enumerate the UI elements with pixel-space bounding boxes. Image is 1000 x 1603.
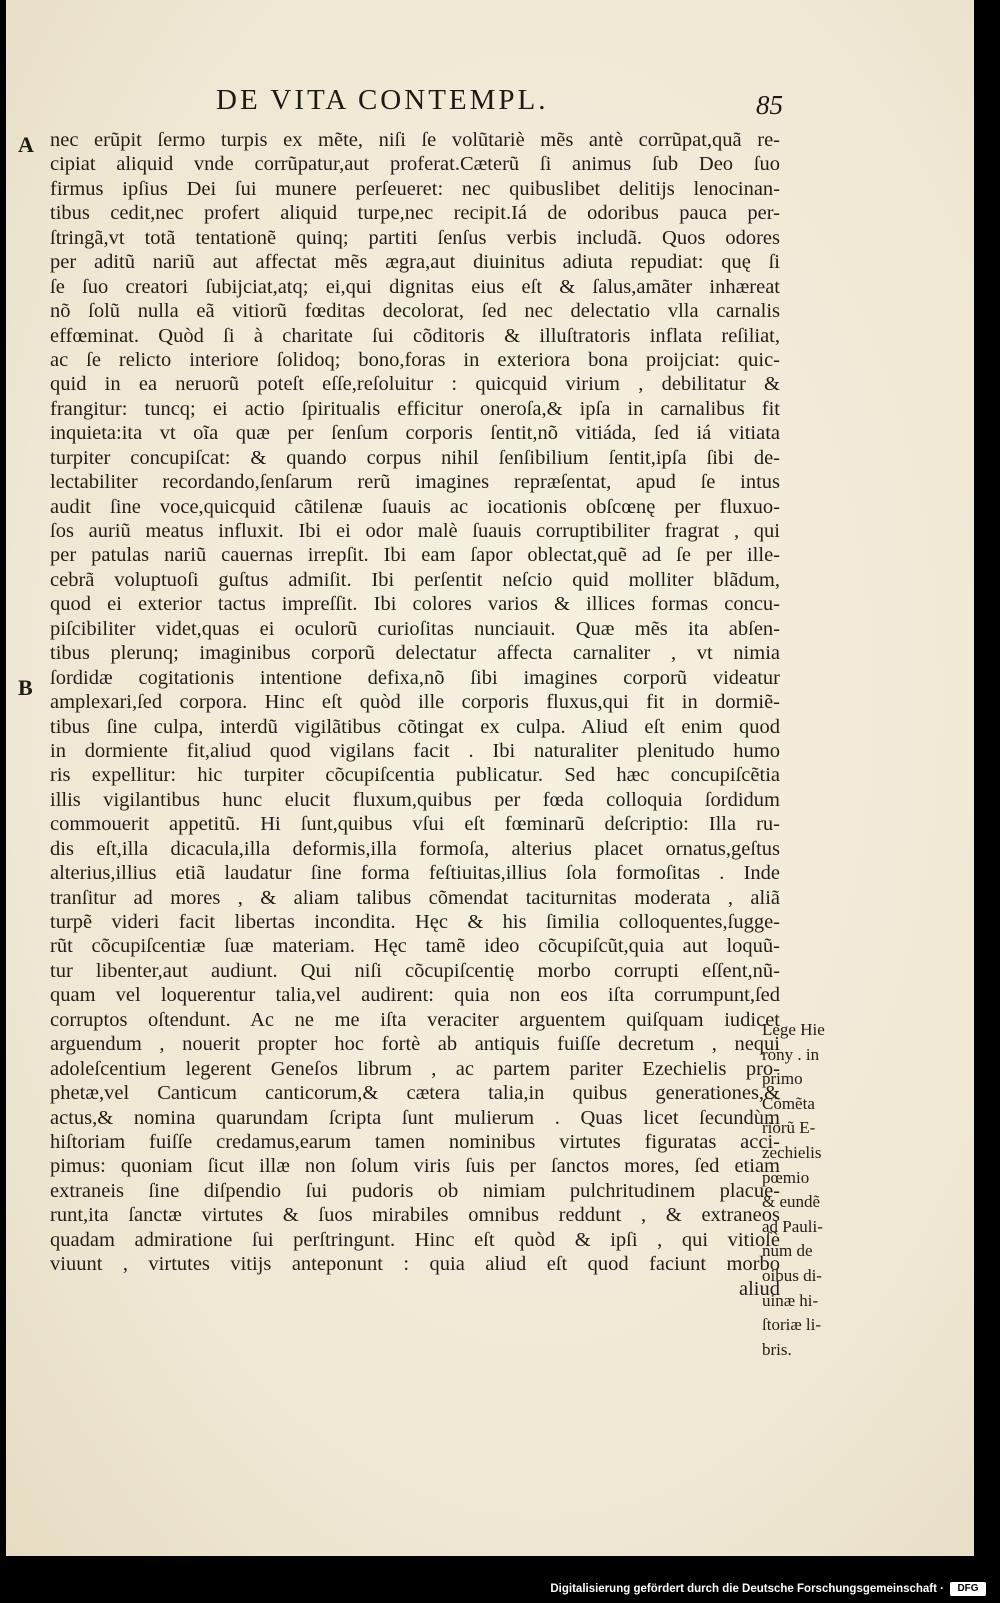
margin-note-line: ſtoriæ li- [762, 1315, 822, 1335]
text-line: ac ſe relicto interiore ſolidoq; bono,foras in exteriora bona proijciat: quic- [50, 348, 780, 371]
text-line: tur libenter,aut audiunt. Qui niſi cõcupiſcentię morbo corrupti eſſent,nũ- [50, 959, 780, 982]
margin-note-line: num de [762, 1241, 813, 1261]
text-line: ſe ſuo creatori ſubijciat,atq; ei,qui dignitas eius eſt & ſalus,amãter inhæreat [50, 275, 780, 298]
margin-note-line: pœmio [762, 1167, 810, 1187]
text-line: extraneis ſine diſpendio ſui pudoris ob nimiam pulchritudinem placue- [50, 1179, 780, 1202]
text-line: aliud [739, 1277, 780, 1300]
margin-note-line: bris. [762, 1339, 792, 1359]
text-line: turpẽ videri facit libertas incondita. Hęc & his ſimilia colloquentes,ſugge- [50, 911, 780, 933]
text-line: hiſtoriam fuiſſe credamus,earum tamen nominibus virtutes figuratas acci- [50, 1130, 780, 1153]
text-line: amplexari,ſed corpora. Hinc eſt quòd ille corporis fluxus,qui fit in dormiẽ- [50, 691, 780, 714]
section-marker-a: A [18, 132, 34, 157]
margin-note-line: primo [762, 1069, 803, 1089]
text-line: dis eſt,illa dicacula,illa deformis,illa formoſa, alterius placet ornatus,geſtus [50, 837, 780, 860]
text-line: inquieta:ita vt oĩa quæ per ſenſum corporis ſentit,nõ vitiáda, ſed iá vitiata [50, 422, 780, 445]
text-line: audit ſine voce,quicquid cãtilenæ ſuauis ac iocationis obſcœnę per fluxuo- [50, 495, 780, 518]
digitization-credit: Digitalisierung gefördert durch die Deutsche Forschungsgemeinschaft · [550, 1583, 944, 1595]
text-line: tibus plerunq; imaginibus corporũ delectatur affecta carnaliter , vt nimia [50, 642, 780, 665]
text-line: quam vel loquerentur talia,vel audirent: quia non eos iſta corrumpunt,ſed [50, 984, 780, 1007]
text-line: cipiat aliquid vnde corrũpatur,aut proferat.Cæterũ ſi animus ſub Deo ſuo [50, 153, 780, 176]
text-line: tibus ſine culpa, interdũ vigilãtibus cõtingat ex culpa. Aliud eſt enim quod [50, 715, 780, 738]
text-line: ſtringã,vt totã tentationẽ quinq; partiti ſenſus verbis includã. Quos odores [50, 226, 780, 249]
text-line: tranſitur ad mores , & aliam talibus cõmendat taciturnitas moderata , aliã [50, 886, 780, 909]
text-line: effœminat. Quòd ſi à charitate ſui cõditoris & illuſtratoris inflata reſiliat, [50, 324, 780, 347]
text-line: pimus: quoniam ſicut illæ non ſolum viris ſuis per ſanctos mores, ſed etiam [50, 1155, 780, 1178]
margin-note-line: & eundẽ [762, 1192, 821, 1212]
text-line: in dormiente fit,aliud quod vigilans facit . Ibi naturaliter plenitudo humo [50, 739, 780, 762]
text-line: nõ ſolũ nulla eã vitiorũ fœditas decolorat, ſed nec delectatio vlla carnalis [50, 300, 780, 323]
text-line: cebrã voluptuoſi guſtus admiſit. Ibi perſentit neſcio quid molliter blãdum, [50, 568, 780, 591]
text-line: adoleſcentium legerent Geneſos librum , ac partem pariter Ezechielis pro- [50, 1057, 780, 1080]
margin-note-line: ad Pauli- [762, 1216, 823, 1236]
text-line: runt,ita ſanctæ virtutes & ſuos mirabiles omnibus reddunt , & extraneos [50, 1204, 780, 1227]
text-line: phetæ,vel Canticum canticorum,& cætera talia,in quibus generationes,& [50, 1082, 780, 1105]
text-line: ris expellitur: hic turpiter cõcupiſcentia publicatur. Sed hæc concupiſcẽtia [50, 764, 780, 787]
text-line: alterius,illius etiã laudatur ſine forma feſtiuitas,illius ſola formoſitas . Inde [50, 862, 780, 885]
text-line: per aditũ nariũ aut affectat mẽs ægra,aut diuinitus adiuta repudiat: quę ſi [50, 251, 780, 274]
dfg-logo: DFG [950, 1582, 986, 1596]
text-line: commouerit appetitũ. Hi ſunt,quibus vſui eſt fœminarũ deſcriptio: Illa ru- [50, 813, 780, 836]
text-line: quadam admiratione ſui perſtringunt. Hinc eſt quòd & ipſi , qui vitioſè [50, 1228, 780, 1251]
text-line: ſordidæ cogitationis intentione defixa,nõ ſibi imagines corporũ videatur [50, 666, 780, 689]
running-title: DE VITA CONTEMPL. [216, 84, 549, 116]
text-line: illis vigilantibus hunc elucit fluxum,quibus per fœda colloquia ſordidum [50, 788, 780, 811]
page-header [6, 80, 974, 120]
text-line: firmus ipſius Dei ſui munere perſeueret: nec quibuslibet delitijs lenocinan- [50, 177, 780, 200]
text-line: quid in ea neruorũ poteſt eſſe,reſoluitur : quicquid virium , debilitatur & [50, 373, 780, 396]
text-line: rũt cõcupiſcentiæ ſuæ materiam. Hęc tamẽ ideo cõcupiſcũt,quia aut loquũ- [50, 935, 780, 958]
text-line: viuunt , virtutes vitijs anteponunt : quia aliud eſt quod faciunt morbo [50, 1253, 780, 1276]
text-line: frangitur: tuncq; ei actio ſpiritualis efficitur oneroſa,& ipſa in carnalibus fit [50, 397, 780, 420]
text-line: turpiter concupiſcat: & quando corpus nihil ſenſibilium ſentit,ipſa ſibi de- [50, 446, 780, 469]
text-line: lectabiliter recordando,ſenſarum rerũ imagines repræſentat, apud ſe intus [50, 471, 780, 494]
margin-note-line: riorũ E- [762, 1118, 816, 1138]
text-line: nec erũpit ſermo turpis ex mẽte, niſi ſe volũtariè mẽs antè corrũpat,quã re- [50, 129, 780, 151]
margin-note-line: Lege Hie [762, 1020, 825, 1039]
margin-note-line: uinæ hi- [762, 1290, 819, 1310]
page-number: 85 [756, 90, 783, 120]
text-line: ſos auriũ meatus influxit. Ibi ei odor malè ſuauis corruptibiliter fragrat , qui [50, 520, 780, 542]
text-line: corruptos oſtendunt. Ac ne me iſta veraciter arguentem quiſquam iudicet [50, 1008, 780, 1031]
text-line: actus,& nomina quarundam ſcripta ſunt mulierum . Quas licet ſecundùm [50, 1106, 780, 1129]
margin-note [762, 1018, 846, 1362]
margin-note-line: rony . in [762, 1044, 820, 1064]
body-text [50, 128, 780, 1301]
text-line: tibus cedit,nec profert aliquid turpe,nec recipit.Iá de odoribus pauca per- [50, 202, 780, 225]
text-line: arguendum , nouerit propter hoc fortè ab antiquis fuiſſe decretum , nequi [50, 1033, 780, 1056]
book-page [6, 0, 974, 1556]
margin-note-line: oibus di- [762, 1265, 822, 1285]
text-line: piſcibiliter videt,quas ei oculorũ curioſitas nunciauit. Quæ mẽs ita abſen- [50, 617, 780, 640]
text-line: quod ei exterior tactus impreſſit. Ibi colores varios & illices formas concu- [50, 593, 780, 616]
margin-note-line: zechielis [762, 1142, 822, 1162]
section-marker-b: B [18, 675, 33, 700]
margin-note-line: Cõmẽta [762, 1093, 815, 1113]
text-line: per patulas nariũ cauernas irrepſit. Ibi eam ſapor oblectat,quẽ ad ſe per ille- [50, 544, 780, 567]
